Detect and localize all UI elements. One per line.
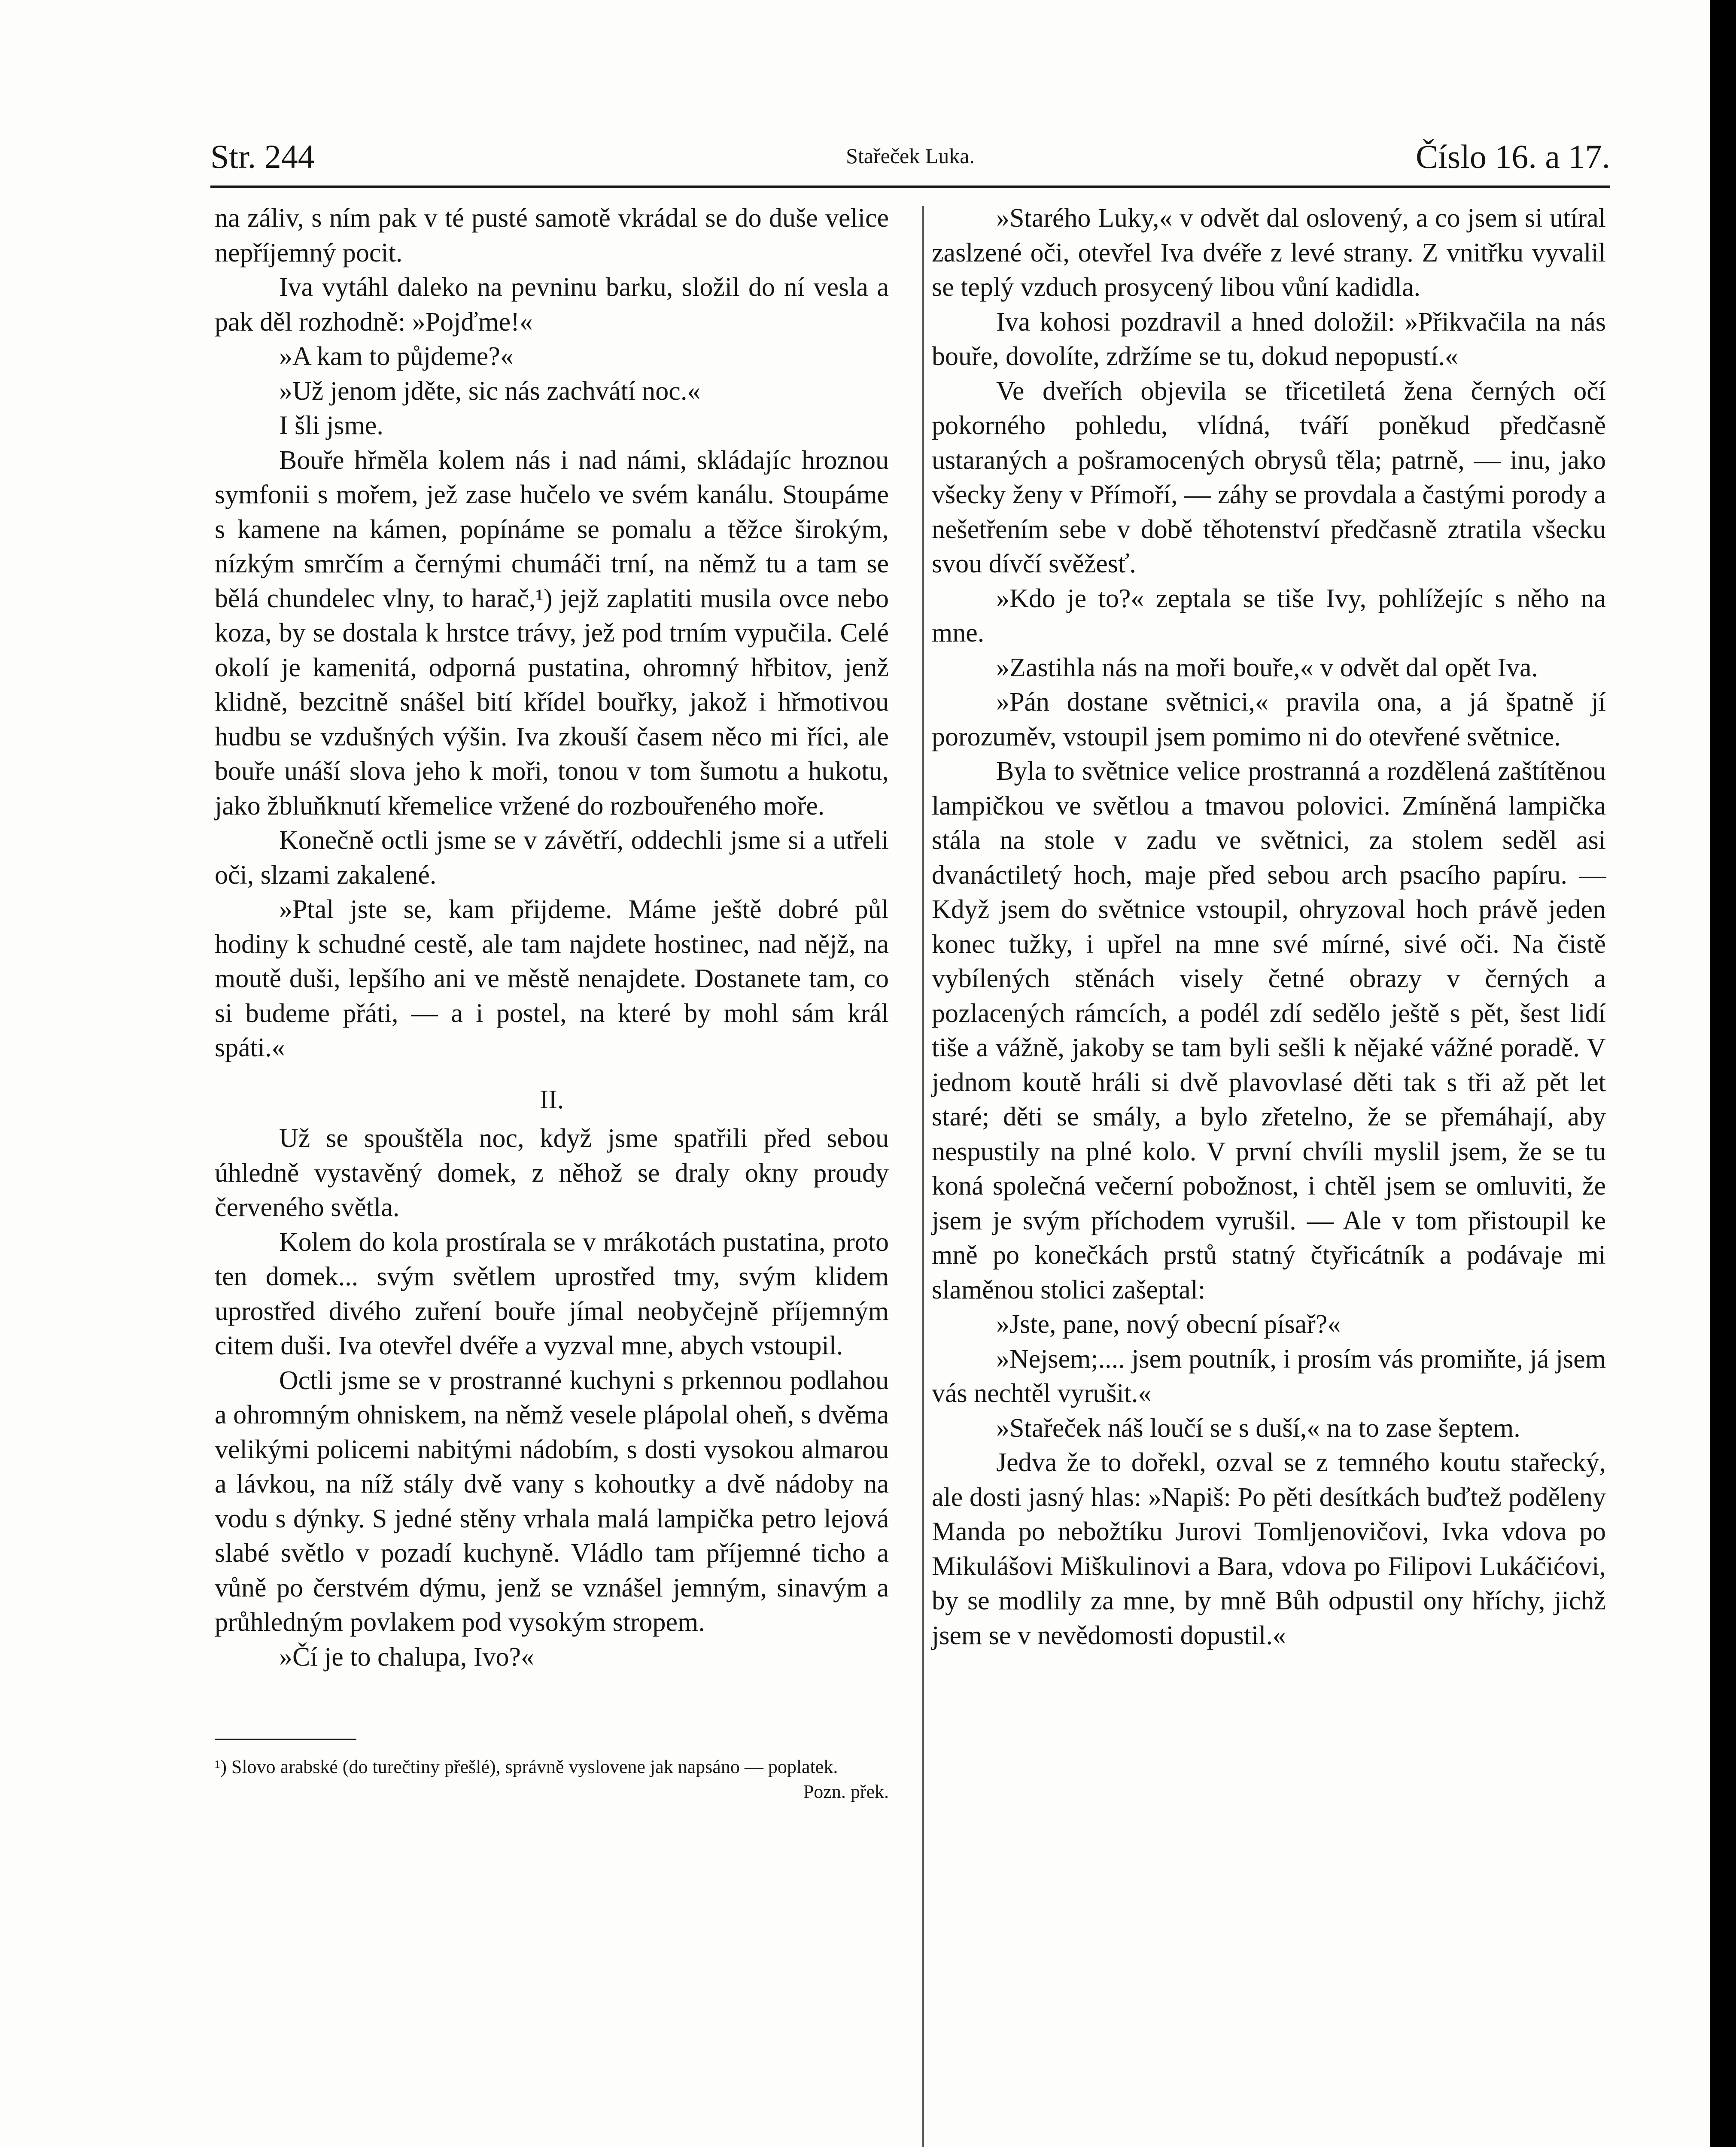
running-title: Stařeček Luka. bbox=[846, 144, 975, 168]
right-column bbox=[932, 201, 1606, 1653]
dialogue-line: »Zastihla nás na moři bouře,« v odvět dal opět Iva. bbox=[996, 653, 1538, 682]
paragraph: Konečně octli jsme se v závětří, oddechli jsme si a utřeli oči, slzami zakalené. bbox=[215, 826, 889, 890]
paragraph: Iva vytáhl daleko na pevninu barku, složil do ní vesla a pak děl rozhodně: »Pojďme!« bbox=[215, 273, 889, 337]
footnote-attribution: Pozn. přek. bbox=[803, 1781, 889, 1802]
paragraph: Už se spouštěla noc, když jsme spatřili před sebou úhledně vystavěný domek, z něhož se draly okny proudy červeného světla. bbox=[215, 1124, 889, 1222]
dialogue-line: »A kam to půjdeme?« bbox=[279, 342, 514, 371]
section-heading: II. bbox=[539, 1085, 564, 1114]
paragraph: Octli jsme se v prostranné kuchyni s prkennou podlahou a ohromným ohniskem, na němž vesele plápolal oheň, s dvěma velikými policemi nabitými nádobím, s dosti vysokou almarou a lávkou, na níž stály dvě vany s kohoutky a dvě nádoby na vodu s dýnky. S jedné stěny vrhala malá lampička petro lejová slabé světlo v pozadí kuchyně. Vládlo tam příjemné ticho a vůně po čerstvém dýmu, jenž se vznášel jemným, sinavým a průhledným povlakem pod vysokým stropem. bbox=[215, 1365, 889, 1637]
dialogue-line: »Ptal jste se, kam přijdeme. Máme ještě dobré půl hodiny k schudné cestě, ale tam najdete hostinec, nad nějž, na moutě duši, lepšího ani ve městě nenajdete. Dostanete tam, co si budeme přáti, — a i postel, na které by mohl sám král spáti.« bbox=[215, 895, 889, 1062]
paragraph: na záliv, s ním pak v té pusté samotě vkrádal se do duše velice nepříjemný pocit. bbox=[215, 204, 889, 268]
dialogue-line: »Stařeček náš loučí se s duší,« na to zase šeptem. bbox=[996, 1413, 1520, 1443]
footnote-text: ¹) Slovo arabské (do turečtiny přešlé), správně vyslovene jak napsáno — poplatek. bbox=[215, 1756, 838, 1777]
paragraph: Byla to světnice velice prostranná a rozdělená zaštítěnou lampičkou ve světlou a tmavou polovici. Zmíněná lampička stála na stole v zadu ve světnici, za stolem seděl asi dvanáctiletý hoch, maje před sebou arch psacího papíru. — Když jsem do světnice vstoupil, ohryzoval hoch právě jeden konec tužky, i upřel na mne své mírné, sivé oči. Na čistě vybílených stěnách visely četné obrazy v černých a pozlacených rámcích, a podél zdí sedělo ještě s pět, šest lidí tiše a vážně, jakoby se tam byli sešli k nějaké vážné poradě. V jednom koutě hráli si dvě plavovlasé děti tak s tři až pět let staré; děti se smály, a bylo zřetelno, že se přemáhají, aby nespustily na plné kolo. V první chvíli myslil jsem, že se tu koná společná večerní pobožnost, i chtěl jsem se omluviti, že jsem je svým příchodem vyrušil. — Ale v tom přistoupil ke mně po konečkách prstů statný čtyřicátník a podávaje mi slaměnou stolici zašeptal: bbox=[932, 757, 1606, 1305]
dialogue-line: »Starého Luky,« v odvět dal oslovený, a co jsem si utíral zaslzené oči, otevřel Iva dvéře z levé strany. Z vnitřku vyvalil se teplý vzduch prosycený libou vůní kadidla. bbox=[932, 204, 1606, 302]
page-header bbox=[210, 129, 1610, 180]
dialogue-line: »Nejsem;.... jsem poutník, i prosím vás promiňte, já jsem vás nechtěl vyrušit.« bbox=[932, 1344, 1606, 1408]
scan-border bbox=[1710, 0, 1736, 2147]
paragraph: I šli jsme. bbox=[279, 411, 383, 440]
paragraph: Bouře hřměla kolem nás i nad námi, skládajíc hroznou symfonii s mořem, jež zase hučelo ve svém kanálu. Stoupáme s kamene na kámen, popínáme se pomalu a těžce širokým, nízkým smrčím a černými chumáči trní, na němž tu a tam se bělá chundelec vlny, to harač,¹) jejž zaplatiti musila ovce nebo koza, by se dostala k hrstce trávy, jež pod trním vypučila. Celé okolí je kamenitá, odporná pustatina, ohromný hřbitov, jenž klidně, bezcitně snášel bití křídel bouřky, jakož i hřmotivou hudbu se vzdušných výšin. Iva zkouší časem něco mi říci, ale bouře unáší slova jeho k moři, tonou v tom šumotu a hukotu, jako žbluňknutí křemelice vržené do rozbouřeného moře. bbox=[215, 445, 889, 821]
dialogue-line: »Už jenom jděte, sic nás zachvátí noc.« bbox=[279, 376, 701, 406]
header-rule bbox=[210, 186, 1610, 188]
column-divider bbox=[922, 206, 924, 2147]
paragraph: Kolem do kola prostírala se v mrákotách pustatina, proto ten domek... svým světlem uprostřed tmy, svým klidem uprostřed divého zuření bouře jímal neobyčejně příjemným citem duši. Iva otevřel dvéře a vyzval mne, abych vstoupil. bbox=[215, 1227, 889, 1360]
issue-number: Číslo 16. a 17. bbox=[1416, 138, 1610, 175]
paragraph: Ve dveřích objevila se třicetiletá žena černých očí pokorného pohledu, vlídná, tváří poněkud předčasně ustaraných a pošramocených obrysů těla; patrně, — inu, jako všecky ženy v Přímoří, — záhy se provdala a častými porody a nešetřením sebe v době těhotenství předčasně ztratila všecku svou dívčí svěžesť. bbox=[932, 376, 1606, 578]
dialogue-line: »Pán dostane světnici,« pravila ona, a já špatně jí porozuměv, vstoupil jsem pomimo ni do otevřené světnice. bbox=[932, 687, 1606, 751]
page-number: Str. 244 bbox=[210, 138, 315, 175]
footnote bbox=[215, 1755, 889, 1802]
left-column bbox=[215, 201, 889, 1804]
paragraph: Iva kohosi pozdravil a hned doložil: »Přikvačila na nás bouře, dovolíte, zdržíme se tu, dokud nepopustí.« bbox=[932, 307, 1606, 371]
dialogue-line: »Kdo je to?« zeptala se tiše Ivy, pohlížejíc s něho na mne. bbox=[932, 584, 1606, 648]
footnote-rule bbox=[215, 1739, 356, 1740]
paragraph: Jedva že to dořekl, ozval se z temného koutu stařecký, ale dosti jasný hlas: »Napiš: Po pěti desítkách buďtež poděleny Manda po nebožtíku Jurovi Tomljenovičovi, Ivka vdova po Mikulášovi Miškulinovi a Bara, vdova po Filipovi Lukáčićovi, by se modlily za mne, by mně Bůh odpustil ony hříchy, jichž jsem se v nevědomosti dopustil.« bbox=[932, 1448, 1606, 1650]
dialogue-line: »Jste, pane, nový obecní písař?« bbox=[996, 1310, 1341, 1339]
dialogue-line: »Čí je to chalupa, Ivo?« bbox=[279, 1642, 534, 1672]
